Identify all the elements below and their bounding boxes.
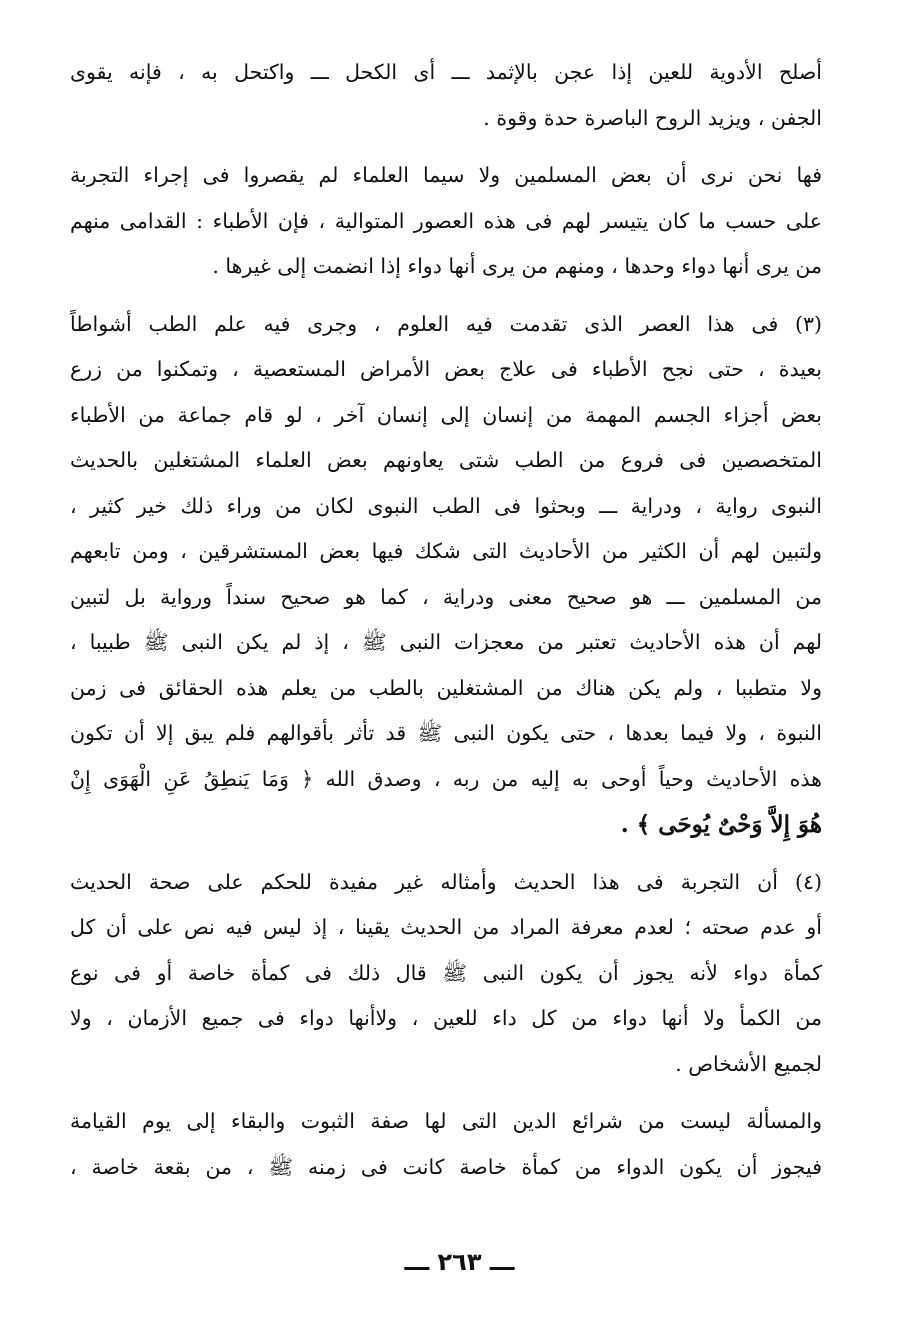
paragraph-5 xyxy=(70,1099,822,1190)
text-line: النبوى رواية ، ودراية ـــ وبحثوا فى الطب النبوى لكان من وراء ذلك خير كثير ، xyxy=(70,493,822,518)
text-line: لجميع الأشخاص . xyxy=(675,1051,822,1076)
text-line: على حسب ما كان يتيسر لهم فى هذه العصور المتوالية ، فإن الأطباء : القدامى منهم xyxy=(70,208,822,233)
text-line: (٣) فى هذا العصر الذى تقدمت فيه العلوم ، وجرى فيه علم الطب أشواطاً xyxy=(70,311,822,336)
text-line: بعض أجزاء الجسم المهمة من إنسان إلى إنسان آخر ، لو قام جماعة من الأطباء xyxy=(70,402,822,427)
text-line: بعيدة ، حتى نجح الأطباء فى علاج بعض الأمراض المستعصية ، وتمكنوا من زرع xyxy=(70,357,822,381)
paragraph-2 xyxy=(70,153,822,290)
quran-verse-line: هذه الأحاديث وحياً أوحى به إليه من ربه ، وصدق الله ﴿ وَمَا يَنطِقُ عَنِ الْهَوَى إِنْ xyxy=(70,766,822,791)
page-number: ـــ ٢٦٣ ـــ xyxy=(404,1248,515,1276)
text-line: فيجوز أن يكون الدواء من كمأة خاصة كانت فى زمنه ﷺ ، من بقعة خاصة ، xyxy=(70,1154,822,1179)
text-line: النبوة ، ولا فيما بعدها ، حتى يكون النبى ﷺ قد تأثر بأقوالهم فلم يبق إلا أن تكون xyxy=(70,721,822,745)
text-line: أو عدم صحته ؛ لعدم معرفة المراد من الحديث يقينا ، إذ ليس فيه نص على أن كل xyxy=(70,915,822,939)
paragraph-1 xyxy=(70,50,822,141)
text-line: لهم أن هذه الأحاديث تعتبر من معجزات النبى ﷺ ، إذ لم يكن النبى ﷺ طبيبا ، xyxy=(70,630,822,654)
paragraph-3 xyxy=(70,302,822,848)
text-line: من الكمأ ولا أنها دواء من كل داء للعين ، ولاأنها دواء فى جميع الأزمان ، ولا xyxy=(70,1006,822,1030)
text-line: كمأة دواء لأنه يجوز أن يكون النبى ﷺ قال ذلك فى كمأة خاصة أو فى نوع xyxy=(70,960,822,985)
quran-verse-line: هُوَ إِلاَّ وَحْىٌ يُوحَى ﴾ . xyxy=(620,811,822,838)
page-body xyxy=(70,50,822,1190)
text-line: ولتبين لهم أن الكثير من الأحاديث التى شكك فيها بعض المستشرقين ، ومن تابعهم xyxy=(70,539,822,563)
text-line: من المسلمين ـــ هو صحيح معنى ودراية ، كما هو صحيح سنداً ورواية بل لتبين xyxy=(70,584,822,609)
paragraph-4 xyxy=(70,860,822,1088)
text-line: (٤) أن التجربة فى هذا الحديث وأمثاله غير مفيدة للحكم على صحة الحديث xyxy=(70,869,822,894)
text-line: من يرى أنها دواء وحدها ، ومنهم من يرى أنها دواء إذا انضمت إلى غيرها . xyxy=(212,254,822,278)
text-line: ولا متطببا ، ولم يكن هناك من المشتغلين بالطب من يعلم هذه الحقائق فى زمن xyxy=(70,675,822,700)
text-line: والمسألة ليست من شرائع الدين التى لها صفة الثبوت والبقاء إلى يوم القيامة xyxy=(70,1109,822,1133)
text-line: المتخصصين فى فروع من الطب شتى يعاونهم بعض العلماء المشتغلين بالحديث xyxy=(70,448,822,472)
text-line: فها نحن نرى أن بعض المسلمين ولا سيما العلماء لم يقصروا فى إجراء التجربة xyxy=(70,163,822,187)
text-line: أصلح الأدوية للعين إذا عجن بالإثمد ـــ أى الكحل ـــ واكتحل به ، فإنه يقوى xyxy=(70,60,822,84)
text-line: الجفن ، ويزيد الروح الباصرة حدة وقوة . xyxy=(483,105,822,130)
